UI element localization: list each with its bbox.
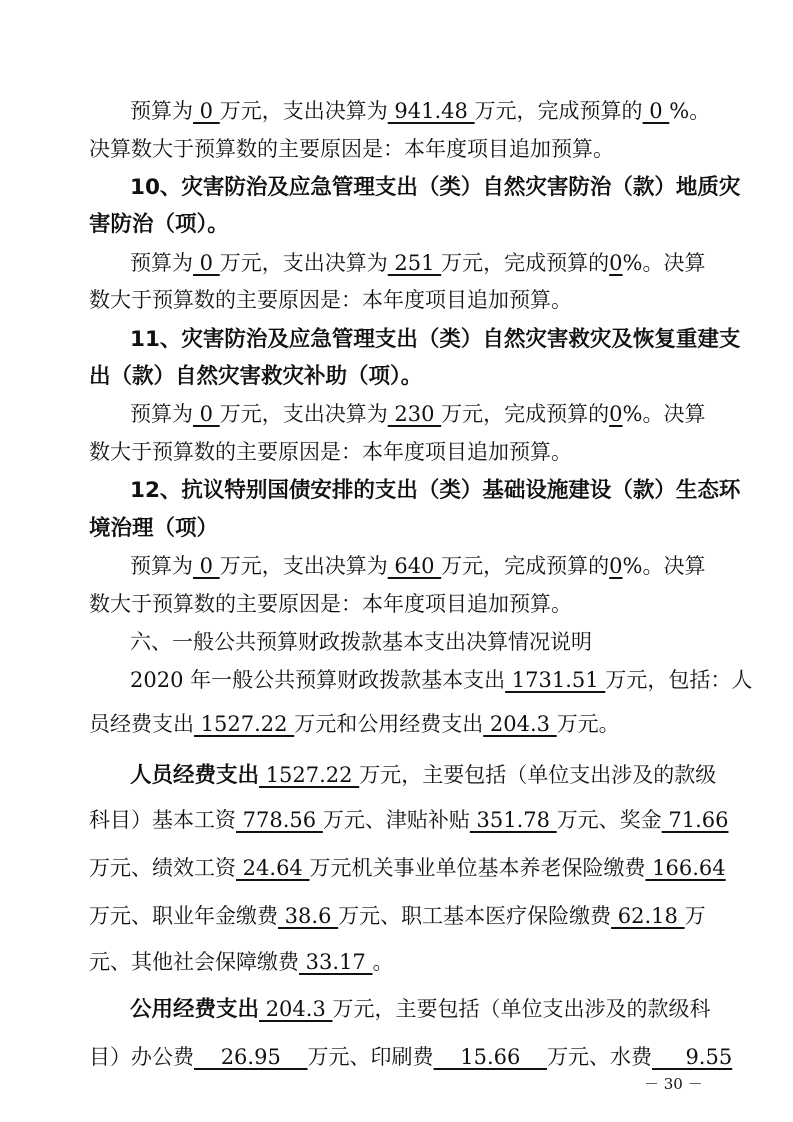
item10-heading-line2: 害防治（项）。 — [89, 212, 229, 237]
section6-summary-line1: 2020 年一般公共预算财政拨款基本支出 1731.51 万元，包括：人 — [130, 668, 753, 692]
item12-budget-line: 预算为 0 万元，支出决算为 640 万元，完成预算的0%。决算 — [130, 554, 706, 578]
public-line1: 公用经费支出 204.3 万元，主要包括（单位支出涉及的款级科 — [130, 997, 711, 1022]
rate-value: 0 — [609, 554, 623, 578]
personnel-line3: 万元、绩效工资 24.64 万元机关事业单位基本养老保险缴费 166.64 — [89, 856, 726, 880]
public-total: 204.3 — [483, 712, 557, 736]
section6-heading: 六、一般公共预算财政拨款基本支出决算情况说明 — [130, 630, 592, 654]
personnel-line5: 元、其他社会保障缴费 33.17 。 — [89, 950, 394, 974]
item12-heading-line1: 12、抗议特别国债安排的支出（类）基础设施建设（款）生态环 — [130, 478, 741, 503]
item12-heading-line2: 境治理（项） — [89, 516, 219, 541]
public-line2: 目）办公费 26.95 万元、印刷费 15.66 万元、水费 9.55 — [89, 1045, 733, 1069]
public-heading: 公用经费支出 — [130, 997, 260, 1022]
item11-budget-line: 预算为 0 万元，支出决算为 230 万元，完成预算的0%。决算 — [130, 402, 706, 426]
budget-value: 0 — [193, 99, 220, 123]
item10-budget-line: 预算为 0 万元，支出决算为 251 万元，完成预算的0%。决算 — [130, 251, 706, 275]
basic-expense-total: 1731.51 — [505, 668, 606, 692]
item11-reason: 数大于预算数的主要原因是：本年度项目追加预算。 — [89, 440, 572, 464]
rate-value: 0 — [609, 251, 623, 275]
annuity-value: 38.6 — [278, 904, 339, 928]
item11-heading-line2: 出（款）自然灾害救灾补助（项）。 — [89, 364, 423, 389]
section6-summary-line2: 员经费支出 1527.22 万元和公用经费支出 204.3 万元。 — [89, 712, 620, 736]
performance-pay-value: 24.64 — [236, 856, 310, 880]
allowance-value: 351.78 — [469, 808, 557, 832]
personnel-total-value: 1527.22 — [259, 763, 360, 787]
item9-reason: 决算数大于预算数的主要原因是：本年度项目追加预算。 — [89, 137, 614, 161]
item10-reason: 数大于预算数的主要原因是：本年度项目追加预算。 — [89, 288, 572, 312]
personnel-line2: 科目）基本工资 778.56 万元、津贴补贴 351.78 万元、奖金 71.66 — [89, 808, 729, 832]
budget-value: 0 — [193, 402, 220, 426]
pension-insurance-value: 166.64 — [645, 856, 726, 880]
printing-expense-value: 15.66 — [433, 1045, 548, 1069]
actual-value: 941.48 — [387, 99, 475, 123]
item9-budget-line: 预算为 0 万元，支出决算为 941.48 万元，完成预算的 0 %。 — [130, 99, 711, 123]
personnel-total: 1527.22 — [194, 712, 295, 736]
budget-value: 0 — [193, 554, 220, 578]
actual-value: 640 — [387, 554, 442, 578]
personnel-line4: 万元、职业年金缴费 38.6 万元、职工基本医疗保险缴费 62.18 万 — [89, 904, 706, 928]
actual-value: 251 — [387, 251, 442, 275]
page-number: － 30 － — [644, 1075, 703, 1093]
public-total-value: 204.3 — [259, 997, 333, 1021]
personnel-heading: 人员经费支出 — [130, 763, 260, 788]
budget-value: 0 — [193, 251, 220, 275]
other-social-security-value: 33.17 — [299, 950, 373, 974]
personnel-line1: 人员经费支出 1527.22 万元，主要包括（单位支出涉及的款级 — [130, 763, 717, 788]
actual-value: 230 — [387, 402, 442, 426]
medical-insurance-value: 62.18 — [611, 904, 685, 928]
rate-value: 0 — [609, 402, 623, 426]
rate-value: 0 — [642, 99, 670, 123]
basic-salary-value: 778.56 — [236, 808, 323, 832]
water-expense-value: 9.55 — [652, 1045, 733, 1069]
item11-heading-line1: 11、灾害防治及应急管理支出（类）自然灾害救灾及恢复重建支 — [130, 327, 741, 352]
bonus-value: 71.66 — [661, 808, 729, 832]
office-expense-value: 26.95 — [194, 1045, 308, 1069]
item10-heading-line1: 10、灾害防治及应急管理支出（类）自然灾害防治（款）地质灾 — [130, 175, 741, 200]
item12-reason: 数大于预算数的主要原因是：本年度项目追加预算。 — [89, 592, 572, 616]
